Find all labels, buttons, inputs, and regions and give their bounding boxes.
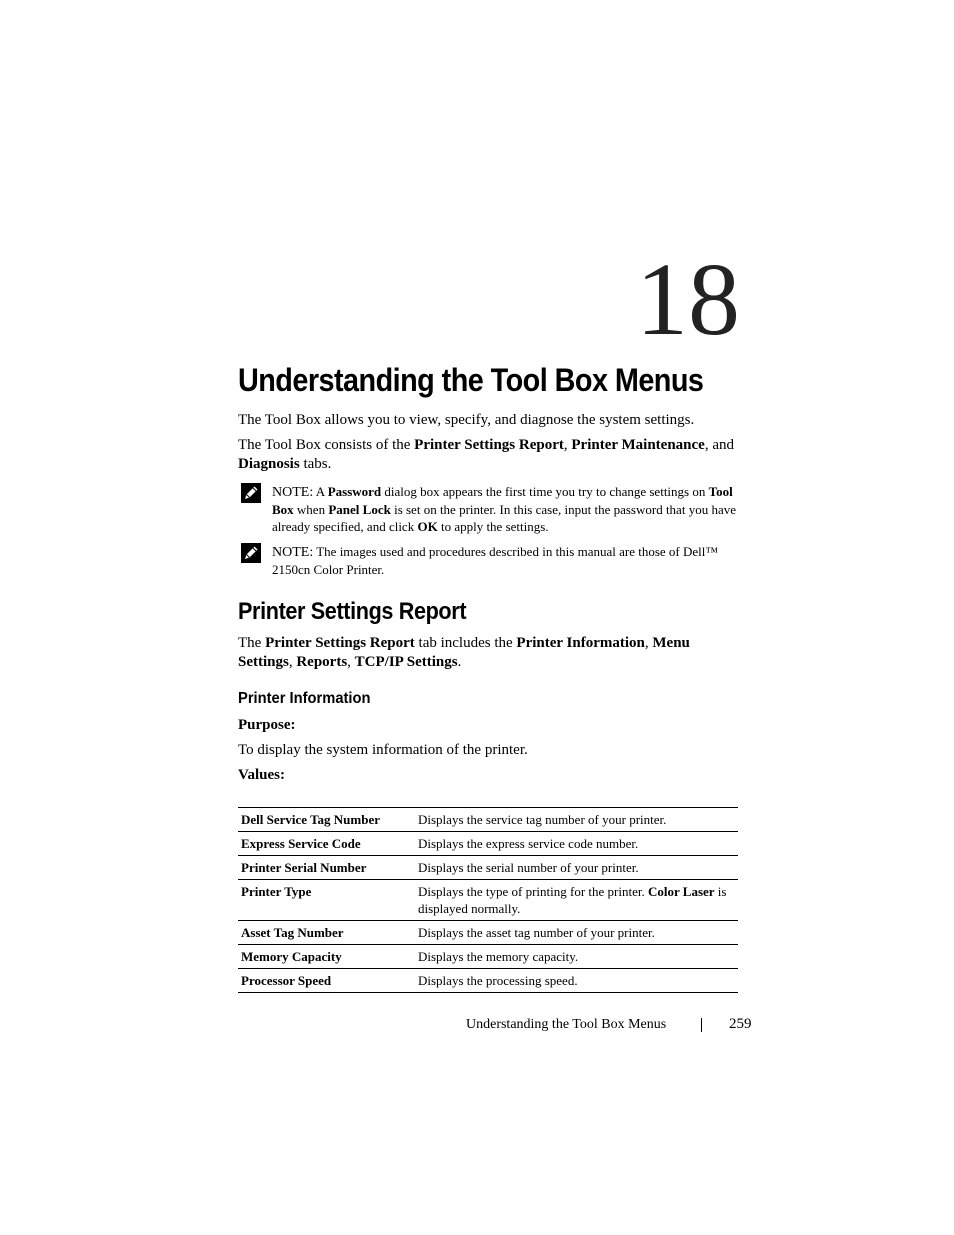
text: is set on the printer. In this case, input the password that you have already specified, and click <box>272 502 736 534</box>
tab-name-printer-maintenance: Printer Maintenance <box>571 437 705 453</box>
table-row <box>238 856 738 880</box>
page-title: Understanding the Tool Box Menus <box>238 362 704 398</box>
chapter-number: 18 <box>636 242 740 357</box>
note-pencil-icon <box>240 482 262 504</box>
value-description: Displays the serial number of your printer. <box>415 856 738 880</box>
text: tab includes the <box>414 635 517 651</box>
text: , <box>347 654 355 670</box>
text: The Tool Box consists of the <box>238 437 415 453</box>
value-description: Displays the processing speed. <box>415 969 738 993</box>
text-bold: Reports <box>296 654 348 670</box>
intro-paragraph-2 <box>238 436 738 474</box>
note-password <box>272 483 738 535</box>
text: tabs. <box>299 456 332 472</box>
page-number: 259 <box>729 1016 752 1032</box>
value-description <box>415 880 738 921</box>
value-name: Dell Service Tag Number <box>238 808 415 832</box>
text-bold: TCP/IP Settings <box>354 654 458 670</box>
text-bold: Color Laser <box>647 884 715 899</box>
value-name: Asset Tag Number <box>238 921 415 945</box>
subsection-title: Printer Information <box>238 690 371 707</box>
text-bold: Tool Box <box>272 484 733 517</box>
text: , and <box>704 437 734 453</box>
table-row <box>238 808 738 832</box>
text-bold: OK <box>417 519 438 534</box>
value-description: Displays the service tag number of your printer. <box>415 808 738 832</box>
values-label: Values: <box>238 767 285 783</box>
value-description: Displays the memory capacity. <box>415 945 738 969</box>
tab-name-printer-settings-report: Printer Settings Report <box>414 437 564 453</box>
value-description: Displays the express service code number. <box>415 832 738 856</box>
table-row <box>238 880 738 921</box>
text: is displayed normally. <box>418 884 727 916</box>
tab-name-diagnosis: Diagnosis <box>238 456 300 472</box>
footer-title: Understanding the Tool Box Menus <box>466 1017 667 1032</box>
value-name: Printer Serial Number <box>238 856 415 880</box>
text: The images used and procedures described in this manual are those of Dell™ 2150cn Color Printer. <box>272 544 719 577</box>
text: The <box>238 635 266 651</box>
text: A <box>313 484 328 499</box>
footer-divider <box>701 1018 702 1032</box>
table-row <box>238 969 738 993</box>
table-row <box>238 921 738 945</box>
text: , <box>563 437 572 453</box>
text: when <box>293 502 329 517</box>
text-bold: Password <box>327 484 382 499</box>
value-name: Memory Capacity <box>238 945 415 969</box>
note-pencil-icon <box>240 542 262 564</box>
text: , <box>644 635 653 651</box>
text: , <box>288 654 297 670</box>
note-images <box>272 543 738 578</box>
text: to apply the settings. <box>437 519 549 534</box>
text-bold: Printer Settings Report <box>265 635 415 651</box>
value-name: Express Service Code <box>238 832 415 856</box>
text-bold: Printer Information <box>516 635 645 651</box>
intro-paragraph-1: The Tool Box allows you to view, specify, and diagnose the system settings. <box>238 412 695 428</box>
note-label: NOTE: <box>272 545 314 560</box>
note-label: NOTE: <box>272 485 314 500</box>
text-bold: Panel Lock <box>328 502 391 517</box>
text: dialog box appears the first time you try to change settings on <box>381 484 709 499</box>
purpose-label: Purpose: <box>238 717 296 733</box>
value-name: Processor Speed <box>238 969 415 993</box>
values-table <box>238 807 738 993</box>
table-row <box>238 832 738 856</box>
purpose-text: To display the system information of the printer. <box>238 742 528 758</box>
value-name: Printer Type <box>238 880 415 921</box>
text: . <box>457 654 462 670</box>
text: Displays the type of printing for the printer. <box>418 884 648 899</box>
section-title: Printer Settings Report <box>238 598 467 625</box>
section-paragraph <box>238 634 738 672</box>
value-description: Displays the asset tag number of your printer. <box>415 921 738 945</box>
table-row <box>238 945 738 969</box>
text-bold: Menu Settings <box>238 635 690 670</box>
